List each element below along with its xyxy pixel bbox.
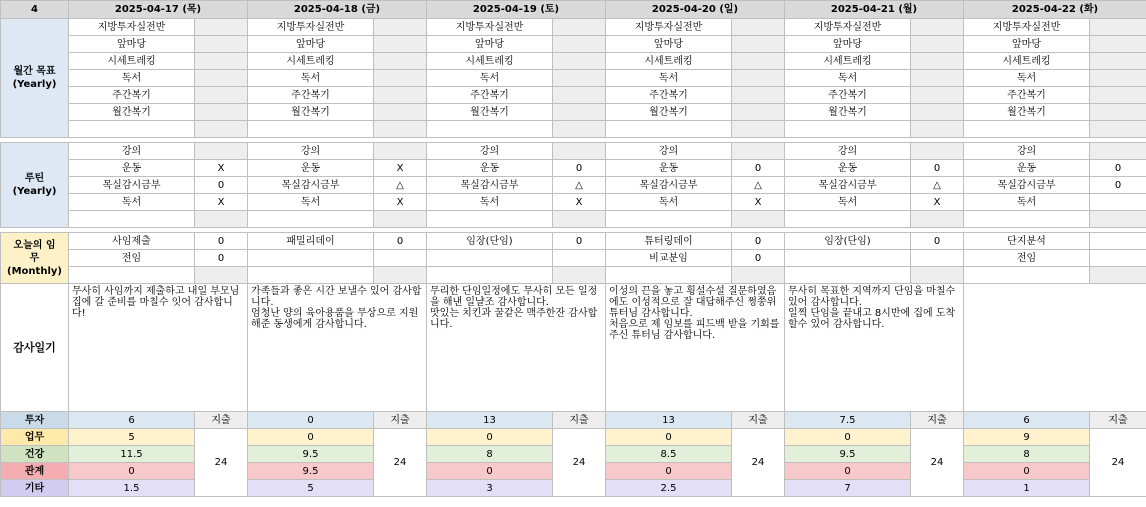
goal-cell[interactable] [427,121,553,138]
goal-cell[interactable]: 시세트레킹 [69,53,195,70]
date-header[interactable]: 2025-04-17 (목) [69,1,248,19]
routine-mark-cell[interactable] [1090,143,1146,160]
task-cell[interactable] [248,250,374,267]
routine-item-cell[interactable]: 운동 [964,160,1090,177]
routine-item-cell[interactable]: 강의 [785,143,911,160]
goal-cell[interactable]: 지방투자실전반 [606,19,732,36]
routine-item-cell[interactable]: 목실감시금부 [69,177,195,194]
daily-total-cell[interactable]: 24 [1090,429,1146,497]
health-hours-cell[interactable]: 8 [964,446,1090,463]
routine-item-cell[interactable]: 독서 [606,194,732,211]
relation-hours-cell[interactable]: 9.5 [248,463,374,480]
routine-item-cell[interactable]: 강의 [606,143,732,160]
routine-mark-cell[interactable] [732,211,785,228]
invest-hours-cell[interactable]: 13 [606,412,732,429]
task-cell[interactable] [427,267,553,284]
goal-cell[interactable] [785,121,911,138]
goal-check-cell[interactable] [374,53,427,70]
diary-entry-cell[interactable]: 무리한 단임일정에도 무사히 모든 일정을 해낸 일냘조 감사합니다. 맛있는 치킨과 꿀같은 맥주한잔 감사합니다. [427,284,606,412]
goal-check-cell[interactable] [732,87,785,104]
relation-hours-cell[interactable]: 0 [606,463,732,480]
goal-check-cell[interactable] [374,104,427,121]
etc-hours-cell[interactable]: 5 [248,480,374,497]
goal-cell[interactable]: 독서 [606,70,732,87]
routine-item-cell[interactable]: 운동 [606,160,732,177]
routine-mark-cell[interactable] [732,143,785,160]
goal-check-cell[interactable] [911,19,964,36]
invest-label[interactable]: 투자 [1,412,69,429]
goal-cell[interactable]: 주간복기 [785,87,911,104]
etc-hours-cell[interactable]: 1 [964,480,1090,497]
goal-cell[interactable]: 앞마당 [785,36,911,53]
goal-check-cell[interactable] [911,36,964,53]
routine-mark-cell[interactable] [1090,211,1146,228]
relation-hours-cell[interactable]: 0 [427,463,553,480]
goal-check-cell[interactable] [553,36,606,53]
spend-label[interactable]: 지출 [732,412,785,429]
routine-item-cell[interactable]: 목실감시금부 [785,177,911,194]
goal-check-cell[interactable] [1090,70,1146,87]
goal-cell[interactable]: 월간복기 [69,104,195,121]
task-cell[interactable] [964,267,1090,284]
task-mark-cell[interactable] [374,250,427,267]
routine-mark-cell[interactable]: △ [553,177,606,194]
task-mark-cell[interactable]: 0 [911,233,964,250]
date-header[interactable]: 2025-04-21 (월) [785,1,964,19]
goal-check-cell[interactable] [553,87,606,104]
invest-hours-cell[interactable]: 6 [69,412,195,429]
diary-entry-cell[interactable]: 가족들과 좋은 시간 보낼수 있어 감사합니다. 엄청난 양의 육아용품을 무상으로 지원해준 동생에게 감사합니다. [248,284,427,412]
routine-mark-cell[interactable]: 0 [911,160,964,177]
etc-hours-cell[interactable]: 7 [785,480,911,497]
goal-cell[interactable]: 앞마당 [606,36,732,53]
health-hours-cell[interactable]: 8.5 [606,446,732,463]
routine-item-cell[interactable]: 운동 [427,160,553,177]
goal-check-cell[interactable] [1090,19,1146,36]
task-mark-cell[interactable]: 0 [732,233,785,250]
goal-check-cell[interactable] [553,121,606,138]
health-hours-cell[interactable]: 8 [427,446,553,463]
spend-label[interactable]: 지출 [374,412,427,429]
routine-item-cell[interactable] [964,211,1090,228]
goal-cell[interactable]: 지방투자실전반 [248,19,374,36]
routine-item-cell[interactable]: 독서 [248,194,374,211]
task-cell[interactable]: 임장(단임) [785,233,911,250]
goal-check-cell[interactable] [911,53,964,70]
routine-item-cell[interactable]: 운동 [785,160,911,177]
routine-mark-cell[interactable] [374,211,427,228]
date-header[interactable]: 2025-04-19 (토) [427,1,606,19]
goal-cell[interactable]: 지방투자실전반 [964,19,1090,36]
task-cell[interactable]: 전임 [964,250,1090,267]
routine-item-cell[interactable]: 운동 [69,160,195,177]
routine-item-cell[interactable]: 목실감시금부 [248,177,374,194]
goal-check-cell[interactable] [195,87,248,104]
task-mark-cell[interactable]: 0 [374,233,427,250]
goal-check-cell[interactable] [1090,87,1146,104]
routine-mark-cell[interactable]: X [374,194,427,211]
task-mark-cell[interactable] [195,267,248,284]
goal-cell[interactable]: 독서 [427,70,553,87]
routine-mark-cell[interactable] [195,211,248,228]
routine-mark-cell[interactable]: 0 [195,177,248,194]
routine-item-cell[interactable]: 목실감시금부 [427,177,553,194]
routine-item-cell[interactable] [427,211,553,228]
routine-mark-cell[interactable]: △ [374,177,427,194]
goal-cell[interactable]: 시세트레킹 [606,53,732,70]
task-mark-cell[interactable] [1090,233,1146,250]
goal-cell[interactable]: 월간복기 [606,104,732,121]
goal-check-cell[interactable] [195,70,248,87]
task-mark-cell[interactable] [911,250,964,267]
goal-check-cell[interactable] [553,53,606,70]
relation-hours-cell[interactable]: 0 [69,463,195,480]
section-label-gratitude-diary[interactable]: 감사일기 [1,284,69,412]
goal-check-cell[interactable] [374,87,427,104]
daily-total-cell[interactable]: 24 [732,429,785,497]
goal-cell[interactable]: 앞마당 [427,36,553,53]
health-label[interactable]: 건강 [1,446,69,463]
invest-hours-cell[interactable]: 7.5 [785,412,911,429]
goal-cell[interactable]: 시세트레킹 [785,53,911,70]
task-mark-cell[interactable] [553,267,606,284]
daily-total-cell[interactable]: 24 [374,429,427,497]
routine-item-cell[interactable] [248,211,374,228]
goal-check-cell[interactable] [1090,36,1146,53]
routine-item-cell[interactable]: 독서 [964,194,1090,211]
task-cell[interactable] [785,250,911,267]
routine-item-cell[interactable]: 운동 [248,160,374,177]
routine-mark-cell[interactable]: △ [732,177,785,194]
spend-label[interactable]: 지출 [1090,412,1146,429]
work-hours-cell[interactable]: 0 [785,429,911,446]
goal-cell[interactable]: 앞마당 [964,36,1090,53]
routine-mark-cell[interactable] [1090,194,1146,211]
routine-item-cell[interactable]: 강의 [69,143,195,160]
goal-cell[interactable]: 지방투자실전반 [69,19,195,36]
routine-item-cell[interactable]: 독서 [69,194,195,211]
goal-check-cell[interactable] [911,87,964,104]
goal-cell[interactable] [964,121,1090,138]
work-label[interactable]: 업무 [1,429,69,446]
routine-item-cell[interactable]: 목실감시금부 [964,177,1090,194]
routine-item-cell[interactable] [69,211,195,228]
goal-cell[interactable] [606,121,732,138]
task-cell[interactable] [606,267,732,284]
relation-hours-cell[interactable]: 0 [964,463,1090,480]
task-mark-cell[interactable] [911,267,964,284]
routine-mark-cell[interactable] [195,143,248,160]
spend-label[interactable]: 지출 [195,412,248,429]
goal-cell[interactable]: 주간복기 [248,87,374,104]
routine-item-cell[interactable]: 강의 [964,143,1090,160]
diary-entry-cell[interactable]: 이성의 끈을 놓고 횡설수설 질문하였음에도 이성적으로 잘 대답해주신 쩡쭝위튜터님 감사합니다. 처음으로 제 임보를 피드백 받을 기회를 주신 튜터님 감사합니다. [606,284,785,412]
routine-mark-cell[interactable]: 0 [553,160,606,177]
goal-check-cell[interactable] [374,36,427,53]
task-mark-cell[interactable] [374,267,427,284]
diary-entry-cell[interactable] [964,284,1146,412]
daily-total-cell[interactable]: 24 [195,429,248,497]
goal-cell[interactable]: 월간복기 [248,104,374,121]
routine-mark-cell[interactable] [553,211,606,228]
routine-mark-cell[interactable]: X [553,194,606,211]
goal-check-cell[interactable] [1090,104,1146,121]
invest-hours-cell[interactable]: 6 [964,412,1090,429]
goal-check-cell[interactable] [374,70,427,87]
goal-cell[interactable]: 앞마당 [248,36,374,53]
task-cell[interactable]: 비교분임 [606,250,732,267]
task-cell[interactable] [427,250,553,267]
goal-cell[interactable]: 주간복기 [69,87,195,104]
goal-cell[interactable]: 앞마당 [69,36,195,53]
routine-mark-cell[interactable] [374,143,427,160]
goal-check-cell[interactable] [553,70,606,87]
goal-cell[interactable]: 지방투자실전반 [427,19,553,36]
goal-check-cell[interactable] [911,104,964,121]
relation-label[interactable]: 관계 [1,463,69,480]
task-mark-cell[interactable]: 0 [195,233,248,250]
health-hours-cell[interactable]: 9.5 [248,446,374,463]
task-mark-cell[interactable] [553,250,606,267]
goal-cell[interactable]: 시세트레킹 [427,53,553,70]
task-mark-cell[interactable]: 0 [553,233,606,250]
routine-mark-cell[interactable]: 0 [1090,160,1146,177]
invest-hours-cell[interactable]: 13 [427,412,553,429]
goal-cell[interactable]: 주간복기 [427,87,553,104]
health-hours-cell[interactable]: 9.5 [785,446,911,463]
goal-check-cell[interactable] [732,53,785,70]
task-cell[interactable]: 임장(단임) [427,233,553,250]
goal-cell[interactable]: 주간복기 [964,87,1090,104]
goal-cell[interactable]: 시세트레킹 [964,53,1090,70]
routine-item-cell[interactable]: 독서 [785,194,911,211]
routine-mark-cell[interactable]: X [911,194,964,211]
work-hours-cell[interactable]: 0 [606,429,732,446]
task-cell[interactable]: 패밀리데이 [248,233,374,250]
routine-mark-cell[interactable] [553,143,606,160]
routine-item-cell[interactable]: 목실감시금부 [606,177,732,194]
task-cell[interactable]: 사임제출 [69,233,195,250]
goal-check-cell[interactable] [195,19,248,36]
routine-mark-cell[interactable]: 0 [732,160,785,177]
work-hours-cell[interactable]: 0 [248,429,374,446]
work-hours-cell[interactable]: 0 [427,429,553,446]
work-hours-cell[interactable]: 9 [964,429,1090,446]
task-mark-cell[interactable] [732,267,785,284]
goal-check-cell[interactable] [1090,121,1146,138]
section-label-monthly-goals[interactable]: 월간 목표 (Yearly) [1,19,69,138]
routine-mark-cell[interactable]: X [374,160,427,177]
routine-mark-cell[interactable]: 0 [1090,177,1146,194]
routine-mark-cell[interactable] [911,143,964,160]
goal-check-cell[interactable] [553,19,606,36]
goal-check-cell[interactable] [732,104,785,121]
goal-cell[interactable]: 월간복기 [964,104,1090,121]
task-cell[interactable]: 단지분석 [964,233,1090,250]
goal-check-cell[interactable] [1090,53,1146,70]
routine-item-cell[interactable]: 강의 [248,143,374,160]
goal-check-cell[interactable] [195,53,248,70]
goal-check-cell[interactable] [911,70,964,87]
goal-check-cell[interactable] [553,104,606,121]
task-cell[interactable]: 전임 [69,250,195,267]
goal-check-cell[interactable] [374,121,427,138]
date-header[interactable]: 2025-04-18 (금) [248,1,427,19]
goal-check-cell[interactable] [732,121,785,138]
goal-check-cell[interactable] [374,19,427,36]
task-cell[interactable] [69,267,195,284]
goal-check-cell[interactable] [732,19,785,36]
routine-mark-cell[interactable]: X [732,194,785,211]
task-cell[interactable] [248,267,374,284]
relation-hours-cell[interactable]: 0 [785,463,911,480]
spend-label[interactable]: 지출 [911,412,964,429]
invest-hours-cell[interactable]: 0 [248,412,374,429]
etc-label[interactable]: 기타 [1,480,69,497]
daily-total-cell[interactable]: 24 [911,429,964,497]
goal-cell[interactable] [248,121,374,138]
routine-item-cell[interactable]: 독서 [427,194,553,211]
goal-check-cell[interactable] [195,104,248,121]
task-mark-cell[interactable]: 0 [195,250,248,267]
goal-check-cell[interactable] [732,36,785,53]
task-cell[interactable]: 튜터링데이 [606,233,732,250]
task-mark-cell[interactable] [1090,250,1146,267]
routine-mark-cell[interactable]: △ [911,177,964,194]
goal-cell[interactable]: 독서 [785,70,911,87]
date-header[interactable]: 2025-04-20 (일) [606,1,785,19]
task-mark-cell[interactable] [1090,267,1146,284]
routine-mark-cell[interactable]: X [195,194,248,211]
etc-hours-cell[interactable]: 2.5 [606,480,732,497]
etc-hours-cell[interactable]: 1.5 [69,480,195,497]
goal-cell[interactable]: 월간복기 [785,104,911,121]
diary-entry-cell[interactable]: 무사히 사임까지 제출하고 내일 부모님집에 갈 준비를 마칠수 잇어 감사합니다! [69,284,248,412]
diary-entry-cell[interactable]: 무사히 목표한 지역까지 단임을 마칠수 있어 감사합니다. 일찍 단임을 끝내고 8시반에 집에 도착할수 있어 감사합니다. [785,284,964,412]
routine-item-cell[interactable]: 강의 [427,143,553,160]
goal-cell[interactable] [69,121,195,138]
goal-cell[interactable]: 지방투자실전반 [785,19,911,36]
goal-cell[interactable]: 주간복기 [606,87,732,104]
routine-mark-cell[interactable]: X [195,160,248,177]
goal-cell[interactable]: 독서 [69,70,195,87]
goal-cell[interactable]: 독서 [964,70,1090,87]
task-mark-cell[interactable]: 0 [732,250,785,267]
goal-check-cell[interactable] [195,36,248,53]
goal-cell[interactable]: 시세트레킹 [248,53,374,70]
goal-check-cell[interactable] [732,70,785,87]
work-hours-cell[interactable]: 5 [69,429,195,446]
goal-check-cell[interactable] [195,121,248,138]
spend-label[interactable]: 지출 [553,412,606,429]
routine-item-cell[interactable] [606,211,732,228]
daily-total-cell[interactable]: 24 [553,429,606,497]
goal-cell[interactable]: 월간복기 [427,104,553,121]
goal-cell[interactable]: 독서 [248,70,374,87]
task-cell[interactable] [785,267,911,284]
etc-hours-cell[interactable]: 3 [427,480,553,497]
routine-item-cell[interactable] [785,211,911,228]
date-header[interactable]: 2025-04-22 (화) [964,1,1146,19]
health-hours-cell[interactable]: 11.5 [69,446,195,463]
section-label-routine[interactable]: 루틴 (Yearly) [1,143,69,228]
goal-check-cell[interactable] [911,121,964,138]
week-number-cell[interactable]: 4 [1,1,69,19]
routine-mark-cell[interactable] [911,211,964,228]
section-label-today-tasks[interactable]: 오늘의 임 무 (Monthly) [1,233,69,284]
